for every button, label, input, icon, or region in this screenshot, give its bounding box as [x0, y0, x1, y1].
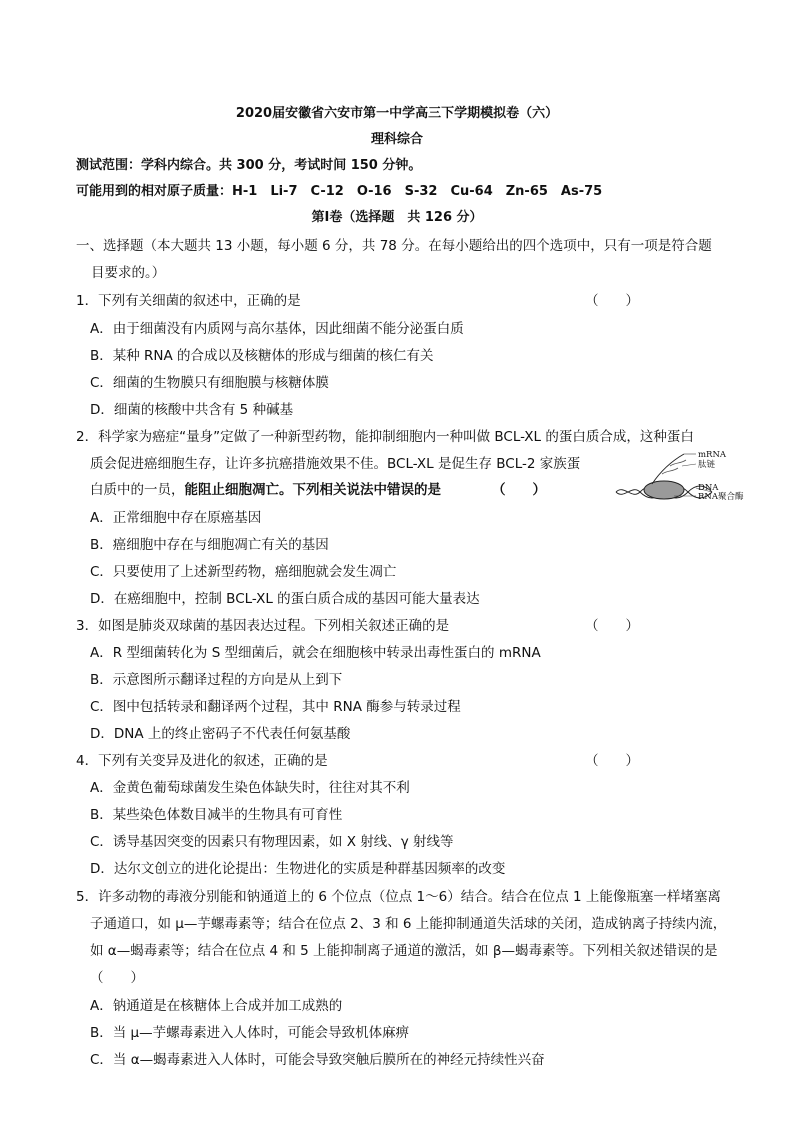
- q4-option-a: A．金黄色葡萄球菌发生染色体缺失时，往往对其不利: [90, 780, 410, 796]
- exam-subtitle: 理科综合: [370, 132, 423, 147]
- mrna-strand: [652, 454, 684, 484]
- q2-option-c: C．只要使用了上述新型药物，癌细胞就会发生凋亡: [90, 564, 397, 580]
- q2-answer-blank: （ ）: [492, 482, 546, 498]
- label-mrna: mRNA: [698, 450, 727, 460]
- part-title: 第Ⅰ卷（选择题 共 126 分）: [311, 210, 483, 225]
- exam-title: 2020届安徽省六安市第一中学高三下学期模拟卷（六）: [235, 106, 559, 121]
- q3-answer-blank: （ ）: [585, 618, 639, 634]
- q2-option-d: D．在癌细胞中，控制 BCL-XL 的蛋白质合成的基因可能大量表达: [90, 591, 480, 607]
- q2-stem-line3-b: 能阻止细胞凋亡。下列相关说法中错误的是: [184, 482, 441, 498]
- peptide-chain: [662, 460, 686, 474]
- q5-option-b: B．当 μ—芋螺毒素进入人体时，可能会导致机体麻痹: [90, 1025, 410, 1041]
- section-instruction-cont: 目要求的。）: [91, 265, 166, 281]
- test-scope: 测试范围：学科内综合。共 300 分，考试时间 150 分钟。: [76, 158, 422, 173]
- q3-option-c: C．图中包括转录和翻译两个过程，其中 RNA 酶参与转录过程: [90, 699, 461, 715]
- q5-stem-line3: 如 α—蝎毒素等；结合在位点 4 和 5 上能抑制离子通道的激活，如 β—蝎毒素等。下列相关叙述错误的是: [90, 943, 718, 959]
- q1-option-a: A．由于细菌没有内质网与高尔基体，因此细菌不能分泌蛋白质: [90, 321, 464, 337]
- q2-option-b: B．癌细胞中存在与细胞凋亡有关的基因: [90, 537, 329, 553]
- q2-stem-line3: [90, 481, 441, 499]
- q5-option-a: A．钠通道是在核糖体上合成并加工成熟的: [90, 998, 343, 1014]
- q5-stem-line2: 子通道口，如 μ—芋螺毒素等；结合在位点 2、3 和 6 上能抑制通道失活球的关闭，造成钠离子持续内流，: [90, 916, 727, 932]
- q5-answer-blank: （ ）: [90, 970, 144, 986]
- q3-option-d: D．DNA 上的终止密码子不代表任何氨基酸: [90, 726, 351, 742]
- q4-stem: 4．下列有关变异及进化的叙述，正确的是: [76, 753, 328, 769]
- label-rna-polymerase: RNA聚合酶: [698, 492, 744, 502]
- q2-stem-line2: 质会促进癌细胞生存，让许多抗癌措施效果不佳。BCL-XL 是促生存 BCL-2 家族蛋: [90, 456, 581, 472]
- q2-option-a: A．正常细胞中存在原癌基因: [90, 510, 262, 526]
- atomic-mass: 可能用到的相对原子质量：H-1 Li-7 C-12 O-16 S-32 Cu-64 Zn-65 As-75: [76, 184, 603, 199]
- q2-stem-line3-a: 白质中的一员，: [90, 482, 185, 498]
- q5-stem-line1: 5．许多动物的毒液分别能和钠通道上的 6 个位点（位点 1～6）结合。结合在位点 1 上能像瓶塞一样堵塞离: [76, 889, 721, 905]
- q5-option-c: C．当 α—蝎毒素进入人体时，可能会导致突触后膜所在的神经元持续性兴奋: [90, 1052, 545, 1068]
- q4-option-c: C．诱导基因突变的因素只有物理因素，如 X 射线、γ 射线等: [90, 834, 454, 850]
- q4-option-b: B．某些染色体数目减半的生物具有可育性: [90, 807, 343, 823]
- label-dna: DNA: [698, 483, 719, 493]
- q3-option-a: A．R 型细菌转化为 S 型细菌后，就会在细胞核中转录出毒性蛋白的 mRNA: [90, 645, 541, 661]
- q2-stem-line1: 2．科学家为癌症“量身”定做了一种新型药物，能抑制细胞内一种叫做 BCL-XL 的蛋白质合成，这种蛋白: [76, 429, 694, 445]
- q3-stem: 3．如图是肺炎双球菌的基因表达过程。下列相关叙述正确的是: [76, 618, 450, 634]
- q1-option-d: D．细菌的核酸中共含有 5 种碱基: [90, 402, 294, 418]
- q4-answer-blank: （ ）: [585, 753, 639, 769]
- q3-option-b: B．示意图所示翻译过程的方向是从上到下: [90, 672, 343, 688]
- section-instruction: 一、选择题（本大题共 13 小题，每小题 6 分，共 78 分。在每小题给出的四个选项中，只有一项是符合题: [76, 238, 712, 254]
- q1-option-b: B．某种 RNA 的合成以及核糖体的形成与细菌的核仁有关: [90, 348, 434, 364]
- gene-expression-figure: [612, 448, 762, 508]
- q1-option-c: C．细菌的生物膜只有细胞膜与核糖体膜: [90, 375, 329, 391]
- q4-option-d: D．达尔文创立的进化论提出：生物进化的实质是种群基因频率的改变: [90, 861, 506, 877]
- label-peptide: 肽链: [698, 460, 716, 470]
- q1-stem: 1．下列有关细菌的叙述中，正确的是: [76, 293, 301, 309]
- q1-answer-blank: （ ）: [585, 293, 639, 309]
